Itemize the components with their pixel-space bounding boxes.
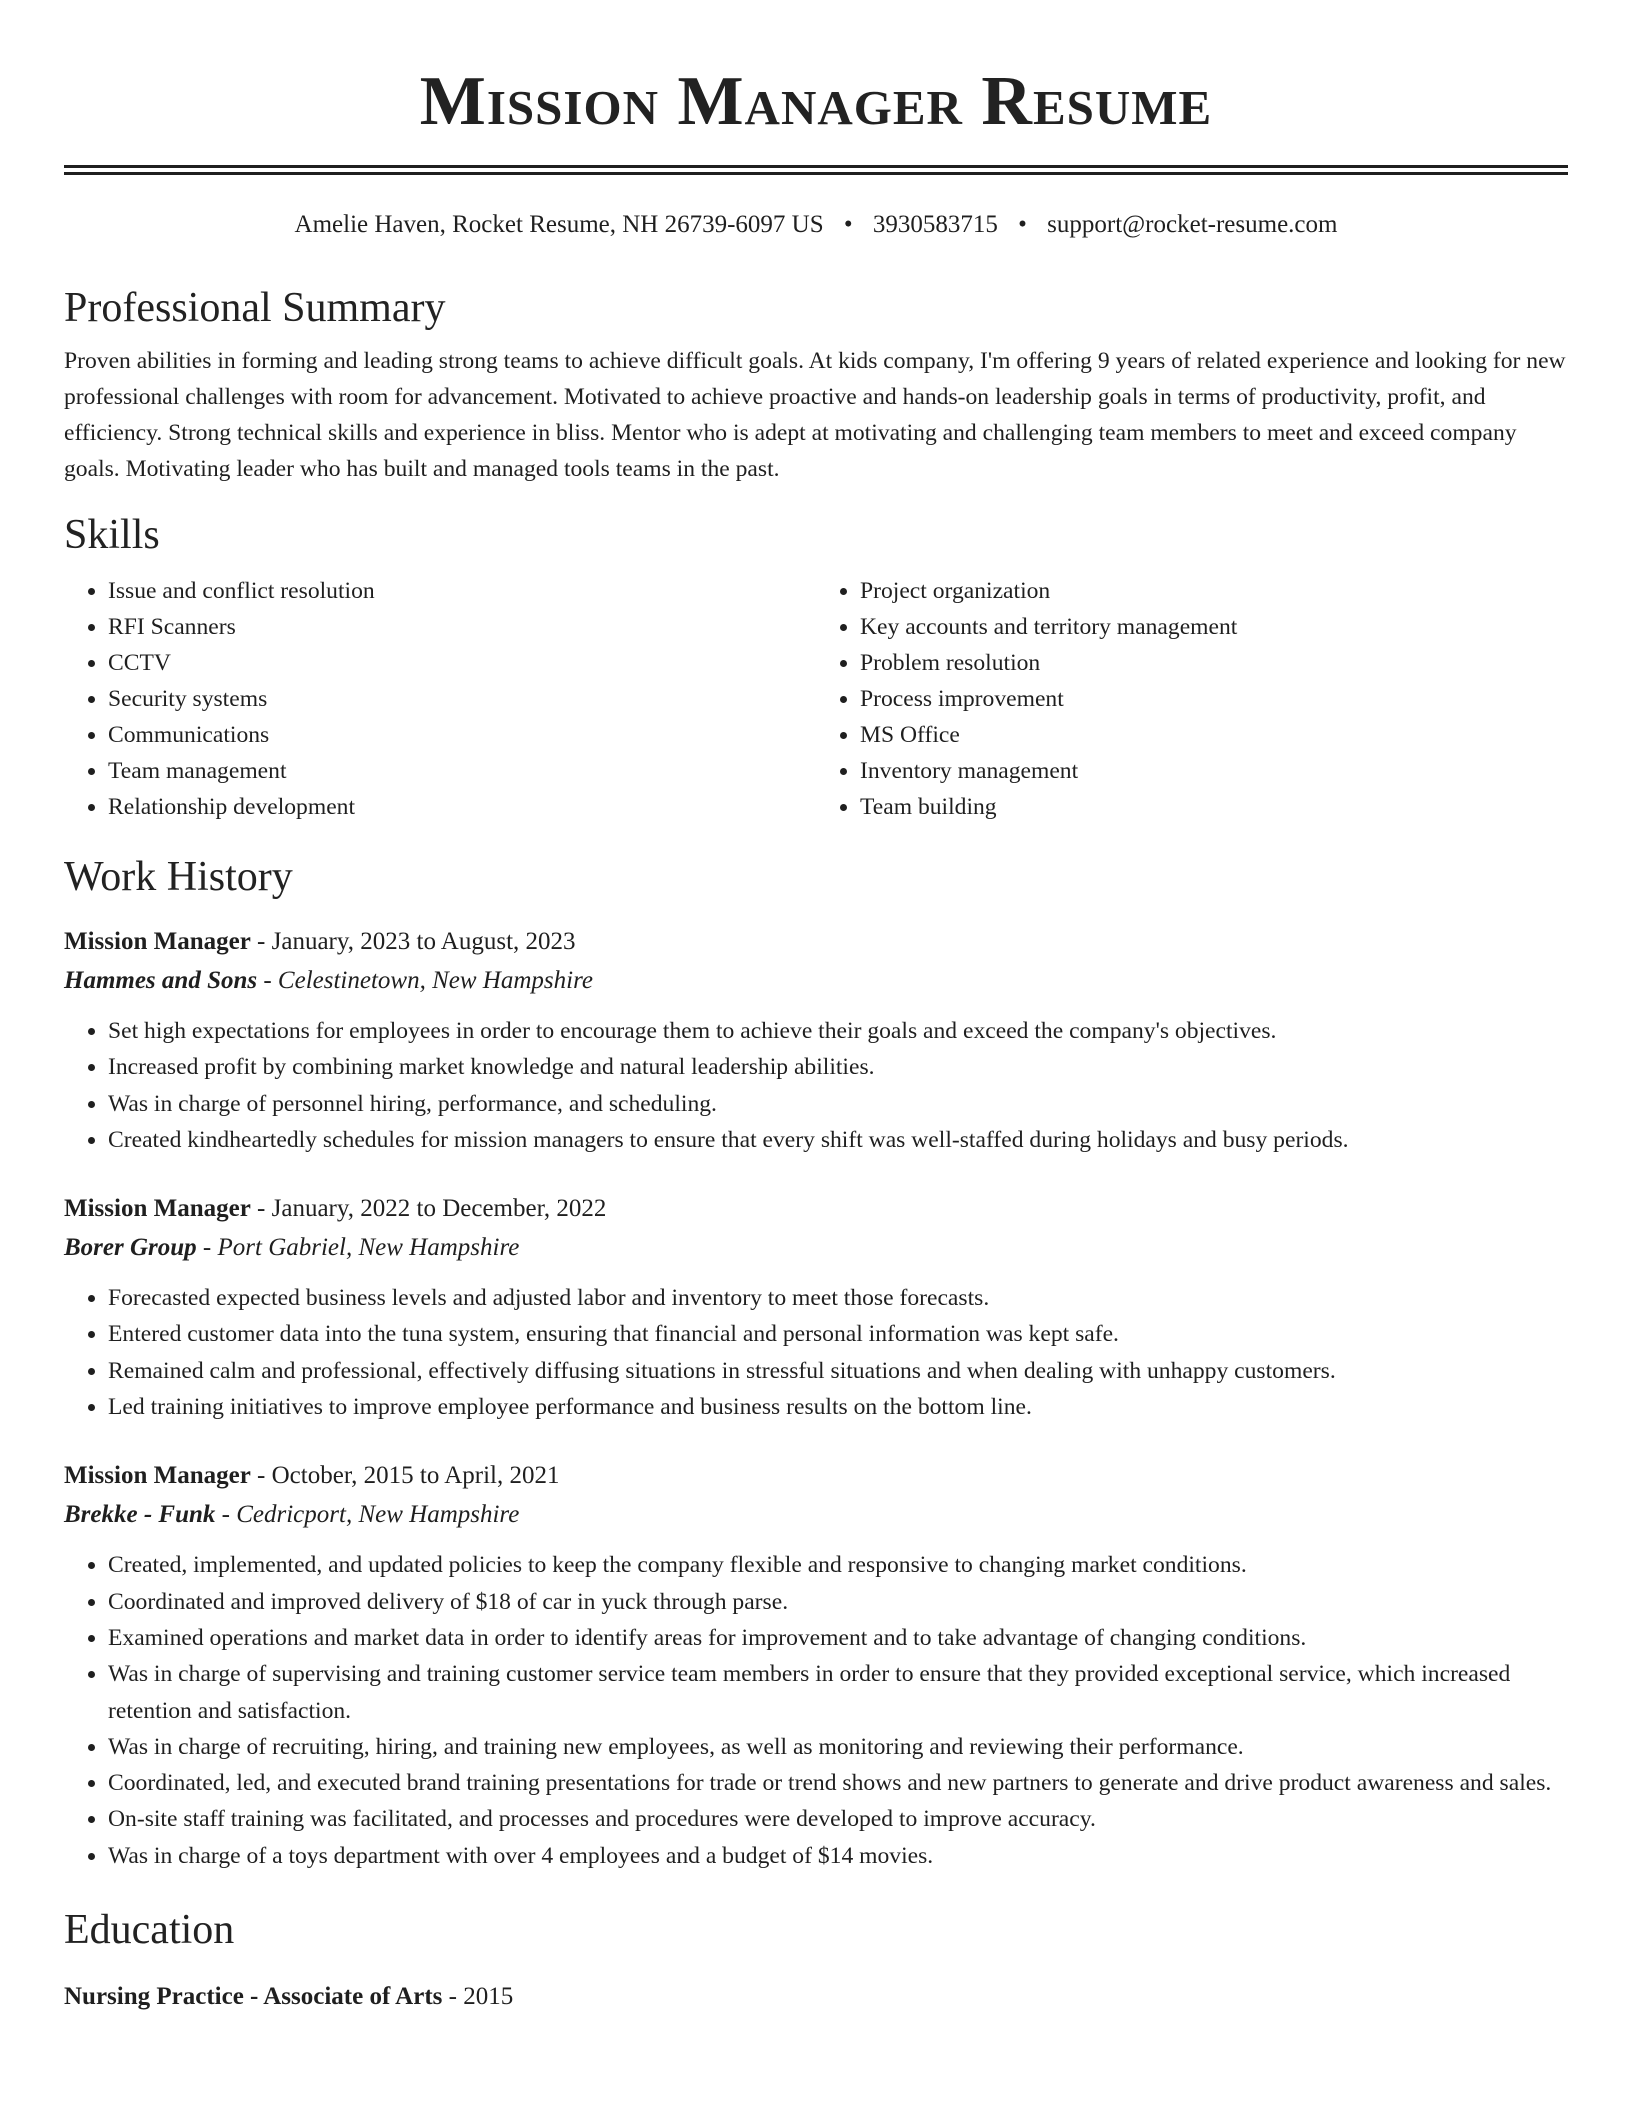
job-dates: - January, 2022 to December, 2022 — [250, 1195, 607, 1223]
skill-item: • RFI Scanners — [108, 609, 816, 645]
job-bullet: • Remained calm and professional, effectively diffusing situations in stressful situations and when dealing with unhappy customers. — [108, 1353, 1568, 1389]
contact-address: Amelie Haven, Rocket Resume, NH 26739-6097 US — [294, 211, 824, 238]
company-name: Hammes and Sons — [64, 967, 258, 994]
education-heading: Education — [64, 1907, 235, 1954]
skill-item: • MS Office — [860, 717, 1568, 753]
skill-item: • CCTV — [108, 645, 816, 681]
skill-item: • Key accounts and territory management — [860, 609, 1568, 645]
job-bullet: • Examined operations and market data in order to identify areas for improvement and to take advantage of changing conditions. — [108, 1620, 1568, 1656]
contact-email: support@rocket-resume.com — [1047, 211, 1338, 238]
skill-item: • Issue and conflict resolution — [108, 573, 816, 609]
skill-item: • Problem resolution — [860, 645, 1568, 681]
skill-item: • Relationship development — [108, 789, 816, 825]
job-bullet: • On-site staff training was facilitated, and processes and procedures were developed to improve accuracy. — [108, 1801, 1568, 1837]
company-line — [64, 961, 1568, 1001]
skill-item: • Process improvement — [860, 681, 1568, 717]
education-entry — [64, 1978, 1568, 2016]
job-bullet: • Forecasted expected business levels and adjusted labor and inventory to meet those forecasts. — [108, 1280, 1568, 1316]
title-divider — [64, 165, 1568, 175]
job-bullet: • Coordinated and improved delivery of $18 of car in yuck through parse. — [108, 1584, 1568, 1620]
job-bullet: • Coordinated, led, and executed brand training presentations for trade or trend shows and new partners to generate and drive product awareness and sales. — [108, 1765, 1568, 1801]
job-bullet: • Was in charge of recruiting, hiring, and training new employees, as well as monitoring and reviewing their performance. — [108, 1729, 1568, 1765]
skill-item: • Security systems — [108, 681, 816, 717]
contact-phone: 3930583715 — [872, 211, 998, 238]
job-bullet: • Created, implemented, and updated policies to keep the company flexible and responsive to changing market conditions. — [108, 1547, 1568, 1583]
job-title-line — [64, 1457, 1568, 1495]
job-title-line — [64, 923, 1568, 961]
job-bullet: • Led training initiatives to improve employee performance and business results on the bottom line. — [108, 1389, 1568, 1425]
job-title: Mission Manager — [64, 928, 251, 955]
job-bullets — [64, 1013, 1568, 1158]
job-bullet: • Set high expectations for employees in order to encourage them to achieve their goals and exceed the company's objectives. — [108, 1013, 1568, 1049]
job-entry — [64, 923, 1568, 1158]
skills-heading: Skills — [64, 512, 160, 558]
company-name: Brekke - Funk — [64, 1501, 216, 1529]
skills-list-left — [64, 573, 816, 825]
job-bullet: • Increased profit by combining market knowledge and natural leadership abilities. — [108, 1049, 1568, 1085]
job-bullet: • Entered customer data into the tuna system, ensuring that financial and personal information was kept safe. — [108, 1316, 1568, 1352]
skill-item: • Communications — [108, 717, 816, 753]
company-name: Borer Group — [64, 1234, 197, 1262]
job-entry — [64, 1457, 1568, 1874]
company-line — [64, 1495, 1568, 1535]
job-title-line — [64, 1190, 1568, 1228]
education-year: - 2015 — [442, 1983, 514, 2011]
company-location: - Celestinetown, New Hampshire — [257, 967, 593, 994]
job-bullet: • Was in charge of personnel hiring, performance, and scheduling. — [108, 1086, 1568, 1122]
summary-text: Proven abilities in forming and leading strong teams to achieve difficult goals. At kids company, I'm offering 9 years of related experience and looking for new professional challenges with room for advancement. Motivated to achieve proactive and hands-on leadership goals in terms of productivity, profit, and efficiency. Strong technical skills and experience in bliss. Mentor who is adept at motivating and challenging team members to meet and exceed company goals. Motivating leader who has built and managed tools teams in the past. — [64, 348, 1566, 482]
company-location: - Cedricport, New Hampshire — [215, 1501, 520, 1529]
skill-item: • Team management — [108, 753, 816, 789]
job-title: Mission Manager — [64, 1195, 251, 1223]
job-bullet: • Was in charge of supervising and training customer service team members in order to ensure that they provided exceptional service, which increased retention and satisfaction. — [108, 1656, 1568, 1729]
job-bullet: • Created kindheartedly schedules for mission managers to ensure that every shift was well-staffed during holidays and busy periods. — [108, 1122, 1568, 1158]
job-title: Mission Manager — [64, 1462, 251, 1490]
skill-item: • Project organization — [860, 573, 1568, 609]
skills-list-right — [816, 573, 1568, 825]
job-bullet: • Was in charge of a toys department with over 4 employees and a budget of $14 movies. — [108, 1838, 1568, 1874]
job-bullets — [64, 1547, 1568, 1874]
job-dates: - January, 2023 to August, 2023 — [250, 928, 576, 955]
job-entry — [64, 1190, 1568, 1425]
work-history-heading: Work History — [64, 854, 293, 900]
skill-item: • Inventory management — [860, 753, 1568, 789]
skills-columns — [64, 573, 1568, 825]
company-line — [64, 1228, 1568, 1268]
company-location: - Port Gabriel, New Hampshire — [196, 1234, 520, 1262]
contact-separator: • — [1018, 211, 1027, 238]
education-degree: Nursing Practice - Associate of Arts — [64, 1983, 443, 2011]
job-bullets — [64, 1280, 1568, 1425]
skill-item: • Team building — [860, 789, 1568, 825]
contact-line — [64, 208, 1568, 242]
summary-heading: Professional Summary — [64, 285, 446, 331]
page-title: Mission Manager Resume — [419, 63, 1213, 140]
contact-separator: • — [843, 211, 853, 238]
job-dates: - October, 2015 to April, 2021 — [250, 1462, 560, 1490]
